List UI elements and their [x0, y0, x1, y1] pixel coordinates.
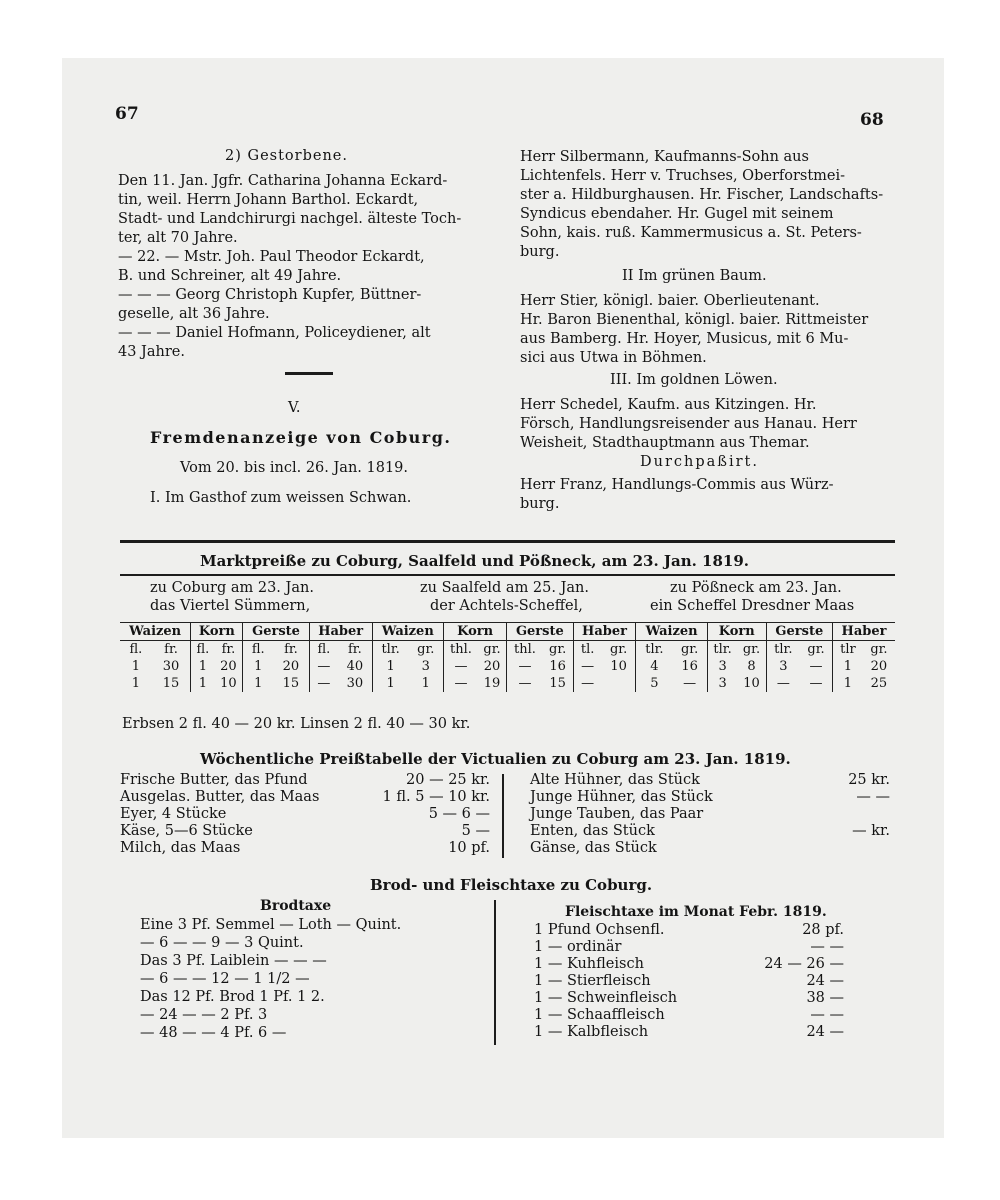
item-price: 1 fl. 5 — 10 kr. [382, 789, 490, 805]
item-price: — — [810, 939, 844, 955]
guest-list-block-3 [520, 396, 857, 453]
transit-heading: Durchpaßirt. [640, 454, 759, 470]
unit-header: fl. [191, 641, 215, 659]
unit-header: tlr. [766, 641, 800, 659]
victual-item [120, 772, 490, 789]
guest-line: Hr. Baron Bienenthal, königl. baier. Rittmeister [520, 312, 869, 328]
guest-line: Herr Silbermann, Kaufmanns-Sohn aus [520, 149, 809, 165]
unit-header: tlr [833, 641, 863, 659]
meat-tax-row [534, 1007, 844, 1024]
grain-header: Korn [191, 623, 243, 641]
item-price: 24 — [806, 973, 844, 989]
price-cell: — [809, 659, 823, 674]
grain-header: Waizen [120, 623, 191, 641]
unit-header: thl. [507, 641, 543, 659]
guest-line: Herr Franz, Handlungs-Commis aus Würz- [520, 477, 834, 493]
market-group-1-title: zu Coburg am 23. Jan. [150, 580, 314, 596]
grain-header: Gerste [507, 623, 573, 641]
item-price: 24 — 26 — [764, 956, 844, 972]
price-cell: 1 [372, 675, 408, 692]
guest-line: burg. [520, 244, 560, 260]
price-cell: 16 [549, 659, 566, 674]
bread-tax-row: — 24 — — 2 Pf. 3 [140, 1007, 268, 1023]
unit-header: gr. [417, 642, 435, 657]
divider-full [120, 540, 895, 543]
victual-item [120, 840, 490, 857]
meat-tax-row [534, 1024, 844, 1041]
item-price: 38 — [806, 990, 844, 1006]
price-cell: 1 [243, 658, 273, 675]
item-name: Käse, 5—6 Stücke [120, 823, 253, 839]
price-cell: 20 [870, 659, 888, 674]
unit-header: tlr. [372, 641, 408, 659]
price-cell: — [573, 658, 602, 675]
item-price: 5 — [461, 823, 490, 839]
unit-header: fr. [284, 642, 298, 657]
divider-short [285, 372, 333, 375]
market-group-1-sub: das Viertel Sümmern, [150, 598, 311, 614]
guest-line: Syndicus ebendaher. Hr. Gugel mit seinem [520, 206, 834, 222]
price-cell: 30 [162, 659, 180, 674]
death-entry-line: — 22. — Mstr. Joh. Paul Theodor Eckardt, [118, 249, 425, 265]
tax-title: Brod- und Fleischtaxe zu Coburg. [370, 876, 653, 894]
market-footer-legumes: Erbsen 2 fl. 40 — 20 kr. Linsen 2 fl. 40 — 30 kr. [122, 716, 471, 732]
bread-tax-row: — 6 — — 12 — 1 1/2 — [140, 971, 310, 987]
item-name: Junge Hühner, das Stück [530, 789, 713, 805]
unit-header: gr. [483, 642, 501, 657]
grain-header: Waizen [636, 623, 707, 641]
unit-header: gr. [742, 642, 761, 657]
meat-tax-row [534, 990, 844, 1007]
table-row [120, 658, 895, 675]
price-cell: 3 [707, 675, 737, 692]
unit-header: fr. [164, 642, 178, 657]
item-name: 1 — Kuhfleisch [534, 956, 644, 972]
item-name: 1 — Kalbfleisch [534, 1024, 649, 1040]
table-row [120, 675, 895, 692]
meat-tax-list [534, 922, 844, 1041]
guest-line: Försch, Handlungsreisender aus Hanau. Herr [520, 416, 857, 432]
page-number-right: 68 [860, 110, 884, 130]
section-heading-deaths: 2) Gestorbene. [225, 148, 348, 164]
meat-tax-title: Fleischtaxe im Monat Febr. 1819. [565, 904, 827, 920]
unit-header: gr. [870, 642, 888, 657]
price-cell: 1 [131, 659, 141, 674]
grain-header: Haber [309, 623, 372, 641]
price-cell: 10 [610, 659, 627, 674]
death-entry-line: Stadt- und Landchirurgi nachgel. älteste Toch- [118, 211, 462, 227]
price-cell: 1 [243, 675, 273, 692]
inn-heading-2: II Im grünen Baum. [622, 268, 767, 284]
item-name: Eyer, 4 Stücke [120, 806, 227, 822]
unit-header: fl. [243, 641, 273, 659]
unit-header: gr. [609, 642, 628, 657]
roman-numeral-v: V. [288, 400, 301, 416]
price-cell: 15 [282, 676, 300, 691]
market-group-2-sub: der Achtels-Scheffel, [430, 598, 583, 614]
guest-line: Herr Stier, königl. baier. Oberlieutenant. [520, 293, 820, 309]
market-title: Marktpreiße zu Coburg, Saalfeld und Pößneck, am 23. Jan. 1819. [200, 552, 750, 570]
grain-header: Korn [444, 623, 507, 641]
price-cell: 1 [191, 675, 215, 692]
victual-item [530, 806, 890, 823]
price-cell: — [683, 676, 697, 691]
death-entry-line: — — — Georg Christoph Kupfer, Büttner- [118, 287, 422, 303]
page-number-left: 67 [115, 104, 139, 124]
market-group-3-sub: ein Scheffel Dresdner Maas [650, 598, 855, 614]
unit-header: tlr. [707, 641, 737, 659]
price-cell: 1 [191, 658, 215, 675]
guest-line: aus Bamberg. Hr. Hoyer, Musicus, mit 6 Mu- [520, 331, 849, 347]
guest-line: Weisheit, Stadthauptmann aus Themar. [520, 435, 810, 451]
price-cell: 3 [421, 659, 430, 674]
market-group-3-title: zu Pößneck am 23. Jan. [670, 580, 842, 596]
bread-tax-list [140, 916, 401, 1042]
grain-header: Gerste [243, 623, 309, 641]
price-cell: 3 [707, 658, 737, 675]
price-cell: 10 [220, 676, 237, 691]
item-name: Ausgelas. Butter, das Maas [120, 789, 320, 805]
guest-line: ster a. Hildburghausen. Hr. Fischer, Landschafts- [520, 187, 884, 203]
market-group-2-title: zu Saalfeld am 25. Jan. [420, 580, 590, 596]
grain-header: Haber [833, 623, 895, 641]
item-name: Frische Butter, das Pfund [120, 772, 308, 788]
victual-item [530, 789, 890, 806]
bread-tax-row: Das 3 Pf. Laiblein — — — [140, 953, 327, 969]
inn-heading-3: III. Im goldnen Löwen. [610, 372, 778, 388]
item-name: Gänse, das Stück [530, 840, 657, 856]
price-cell: 1 [833, 658, 863, 675]
unit-header: gr. [549, 642, 567, 657]
victual-item [530, 840, 890, 857]
price-cell: — [507, 675, 543, 692]
tax-divider [494, 900, 496, 1045]
price-cell: 1 [421, 676, 430, 691]
item-price: — — [810, 1007, 844, 1023]
weekly-title: Wöchentliche Preißtabelle der Victualien zu Coburg am 23. Jan. 1819. [200, 750, 791, 768]
price-cell: — [309, 658, 338, 675]
item-price: 24 — [806, 1024, 844, 1040]
item-name: Alte Hühner, das Stück [530, 772, 700, 788]
death-entry-line: 43 Jahre. [118, 344, 185, 360]
item-price: 20 — 25 kr. [406, 772, 490, 788]
guest-line: Lichtenfels. Herr v. Truchses, Oberforstmei- [520, 168, 846, 184]
death-entry-line: Den 11. Jan. Jgfr. Catharina Johanna Eckard- [118, 173, 448, 189]
item-name: Milch, das Maas [120, 840, 241, 856]
grain-header: Waizen [372, 623, 443, 641]
item-price: 10 pf. [448, 840, 490, 856]
item-price: 5 — 6 — [428, 806, 490, 822]
unit-header: gr. [680, 642, 699, 657]
arrivals-title: Fremdenanzeige von Coburg. [150, 428, 452, 447]
bread-tax-row: — 48 — — 4 Pf. 6 — [140, 1025, 287, 1041]
guest-line: burg. [520, 496, 560, 512]
price-cell: 20 [220, 659, 237, 674]
price-cell: 19 [483, 676, 501, 691]
arrivals-subheading: I. Im Gasthof zum weissen Schwan. [150, 490, 412, 506]
grain-header: Haber [573, 623, 636, 641]
grain-header: Korn [707, 623, 766, 641]
unit-header: gr. [807, 642, 825, 657]
weekly-left-list [120, 772, 490, 857]
bread-tax-row: Eine 3 Pf. Semmel — Loth — Quint. [140, 917, 402, 933]
item-price: 25 kr. [848, 772, 890, 788]
victual-item [120, 806, 490, 823]
price-cell: 1 [372, 658, 408, 675]
guest-line: Herr Schedel, Kaufm. aus Kitzingen. Hr. [520, 397, 817, 413]
item-name: 1 — ordinär [534, 939, 622, 955]
meat-tax-row [534, 956, 844, 973]
meat-tax-row [534, 939, 844, 956]
price-cell: — [573, 675, 602, 692]
meat-tax-row [534, 922, 844, 939]
price-cell: 20 [483, 659, 501, 674]
bread-tax-row: — 6 — — 9 — 3 Quint. [140, 935, 304, 951]
price-cell: 4 [636, 658, 672, 675]
price-cell: 5 [636, 675, 672, 692]
price-cell: 20 [282, 659, 300, 674]
price-cell: 15 [549, 676, 566, 691]
victual-item [530, 772, 890, 789]
guest-list-block-1 [520, 148, 883, 262]
unit-header: fr. [347, 642, 362, 657]
price-cell: 8 [747, 659, 756, 674]
unit-header: tlr. [636, 641, 672, 659]
death-entry-line: tin, weil. Herrn Johann Barthol. Eckardt, [118, 192, 419, 208]
price-cell: 16 [681, 659, 698, 674]
guest-line: Sohn, kais. ruß. Kammermusicus a. St. Peters- [520, 225, 862, 241]
item-name: 1 Pfund Ochsenfl. [534, 922, 665, 938]
guest-line: sici aus Utwa in Böhmen. [520, 350, 707, 366]
weekly-divider [502, 774, 504, 858]
price-cell [602, 675, 636, 692]
arrivals-date-range: Vom 20. bis incl. 26. Jan. 1819. [180, 460, 409, 476]
guest-list-block-2 [520, 292, 868, 368]
item-name: 1 — Schaaffleisch [534, 1007, 665, 1023]
meat-tax-row [534, 973, 844, 990]
price-cell: 25 [870, 676, 888, 691]
item-name: 1 — Schweinfleisch [534, 990, 678, 1006]
price-cell: — [766, 675, 800, 692]
price-cell: 3 [766, 658, 800, 675]
bread-tax-title: Brodtaxe [260, 898, 332, 914]
price-cell: 30 [346, 676, 364, 691]
price-cell: — [444, 675, 478, 692]
death-entry-line: geselle, alt 36 Jahre. [118, 306, 270, 322]
price-cell: — [507, 658, 543, 675]
price-cell: — [309, 675, 338, 692]
market-title-rule [120, 574, 895, 576]
price-cell: — [809, 676, 823, 691]
unit-header: tl. [573, 641, 602, 659]
death-entry-line: ter, alt 70 Jahre. [118, 230, 238, 246]
item-price: 28 pf. [802, 922, 844, 938]
bread-tax-row: Das 12 Pf. Brod 1 Pf. 1 2. [140, 989, 325, 1005]
price-cell: — [444, 658, 478, 675]
weekly-right-list [530, 772, 890, 857]
victual-item [530, 823, 890, 840]
death-entry-line: — — — Daniel Hofmann, Policeydiener, alt [118, 325, 431, 341]
item-name: 1 — Stierfleisch [534, 973, 651, 989]
price-cell: 1 [131, 676, 141, 691]
item-name: Enten, das Stück [530, 823, 655, 839]
item-price: — — [856, 789, 890, 805]
unit-header: fl. [309, 641, 338, 659]
price-cell: 10 [743, 676, 760, 691]
death-entry-line: B. und Schreiner, alt 49 Jahre. [118, 268, 342, 284]
guest-list-block-4 [520, 476, 834, 514]
unit-header: thl. [444, 641, 478, 659]
unit-header: fl. [129, 642, 143, 657]
item-price: — kr. [852, 823, 890, 839]
grain-header: Gerste [766, 623, 832, 641]
price-cell: 1 [833, 675, 863, 692]
death-entries [118, 172, 461, 362]
unit-header: fr. [221, 642, 236, 657]
price-cell: 40 [346, 659, 364, 674]
victual-item [120, 789, 490, 806]
item-name: Junge Tauben, das Paar [530, 806, 704, 822]
price-cell: 15 [162, 676, 180, 691]
market-price-table [120, 622, 895, 692]
victual-item [120, 823, 490, 840]
